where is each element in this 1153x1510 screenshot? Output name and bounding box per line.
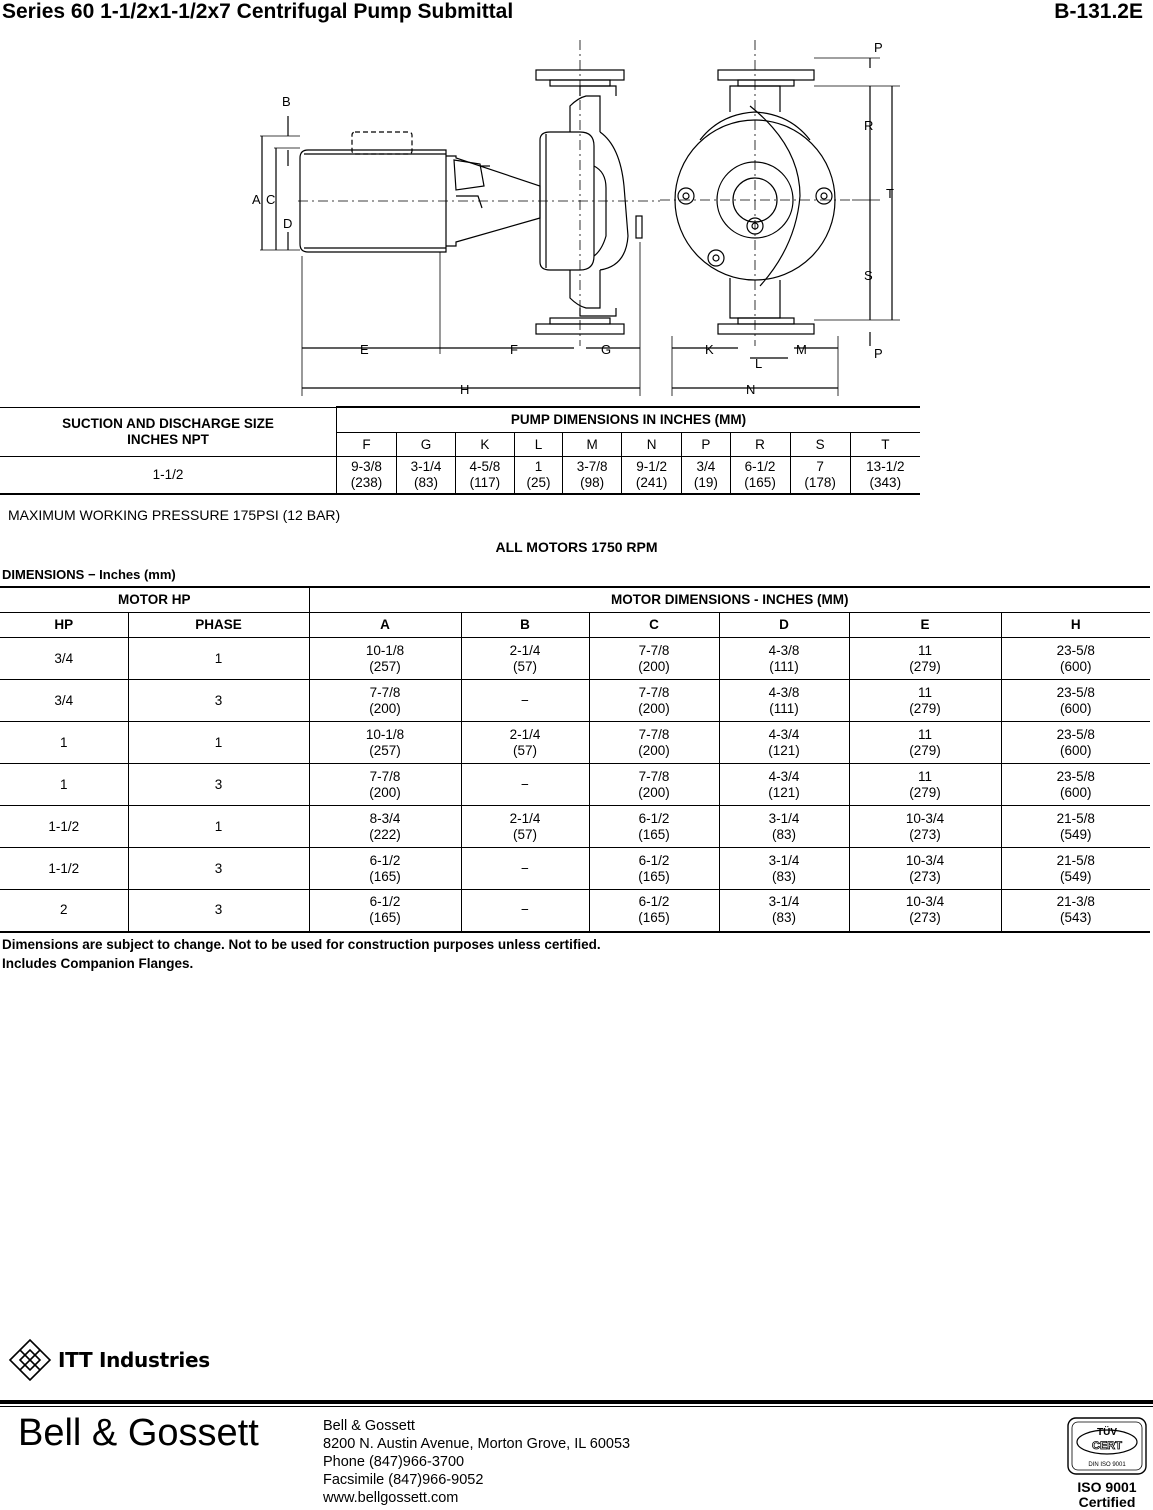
page-title: Series 60 1-1/2x1-1/2x7 Centrifugal Pump Submittal: [2, 0, 514, 23]
pump-dimension-drawing: [240, 36, 920, 402]
dimension-cell: 7-7/8 (200): [309, 680, 461, 722]
company-address: [323, 1417, 630, 1507]
itt-logo-icon: [6, 1338, 54, 1382]
disclaimer-note: Dimensions are subject to change. Not to be used for construction purposes unless certified.: [2, 937, 601, 952]
dimension-cell: 4-3/4 (121): [719, 764, 849, 806]
dimension-cell: −: [461, 764, 589, 806]
phase-cell: 3: [128, 680, 309, 722]
table-row: [0, 680, 1150, 722]
dimension-cell: 6-1/2 (165): [589, 890, 719, 932]
label-A: A: [252, 192, 261, 207]
dimension-cell: −: [461, 848, 589, 890]
col-C: C: [589, 613, 719, 638]
label-F: F: [510, 342, 518, 357]
label-H: H: [460, 382, 470, 397]
dimensions-label: DIMENSIONS − Inches (mm): [2, 567, 176, 582]
table-row: [0, 457, 920, 495]
size-header: [0, 407, 337, 457]
phase-cell: 3: [128, 890, 309, 932]
col-E: E: [849, 613, 1001, 638]
dimension-cell: 7-7/8 (200): [589, 638, 719, 680]
address-fax: Facsimile (847)966-9052: [323, 1472, 484, 1488]
dimension-cell: 11 (279): [849, 638, 1001, 680]
dimension-cell: −: [461, 680, 589, 722]
footer-divider: [0, 1400, 1153, 1404]
pump-dimensions-table: [0, 406, 920, 495]
dimension-cell: 4-3/8 (111): [719, 638, 849, 680]
address-website: www.bellgossett.com: [323, 1490, 459, 1506]
dimension-cell: 6-1/2 (165): [309, 890, 461, 932]
dimension-cell: 7-7/8 (200): [589, 722, 719, 764]
col-R: R: [730, 433, 790, 457]
cert-din-text: DIN ISO 9001: [1088, 1462, 1126, 1468]
value-K: 4-5/8 (117): [455, 457, 514, 495]
dimension-cell: 3-1/4 (83): [719, 806, 849, 848]
motor-dims-group-header: MOTOR DIMENSIONS - INCHES (MM): [309, 587, 1150, 613]
hp-cell: 3/4: [54, 692, 74, 708]
value-T: 13-1/2 (343): [850, 457, 920, 495]
label-T: T: [886, 186, 894, 201]
label-G: G: [601, 342, 612, 357]
dimension-cell: 6-1/2 (165): [309, 848, 461, 890]
dimension-cell: 2-1/4 (57): [461, 722, 589, 764]
label-N: N: [746, 382, 756, 397]
hp-cell: 3/4: [54, 650, 74, 666]
col-PHASE: PHASE: [128, 613, 309, 638]
hp-cell: 1-1/2: [48, 860, 80, 876]
label-P-top: P: [874, 40, 883, 55]
pump-dims-header: PUMP DIMENSIONS IN INCHES (MM): [337, 407, 921, 433]
phase-cell: 1: [128, 806, 309, 848]
table-row: [0, 890, 1150, 932]
size-header-line2: INCHES NPT: [127, 431, 209, 447]
cert-certified-text: Certified: [1078, 1494, 1136, 1508]
value-L: 1 (25): [514, 457, 562, 495]
dimension-cell: 6-1/2 (165): [589, 848, 719, 890]
cert-iso-text: ISO 9001: [1077, 1479, 1137, 1495]
col-T: T: [850, 433, 920, 457]
col-L: L: [514, 433, 562, 457]
label-K: K: [705, 342, 714, 357]
dimension-cell: 2-1/4 (57): [461, 638, 589, 680]
table-row: [0, 806, 1150, 848]
phase-cell: 1: [128, 722, 309, 764]
motor-rows: [0, 638, 1150, 932]
value-M: 3-7/8 (98): [563, 457, 622, 495]
tuv-cert-icon: [1062, 1416, 1152, 1508]
label-E: E: [360, 342, 369, 357]
col-H: H: [1001, 613, 1150, 638]
address-phone: Phone (847)966-3700: [323, 1454, 465, 1470]
label-S: S: [864, 268, 873, 283]
label-L: L: [755, 356, 763, 371]
hp-cell: 1: [59, 776, 68, 792]
label-M: M: [796, 342, 807, 357]
col-P: P: [682, 433, 730, 457]
dimension-cell: 7-7/8 (200): [589, 764, 719, 806]
value-P: 3/4 (19): [682, 457, 730, 495]
hp-cell: 1: [59, 734, 68, 750]
dimension-cell: 11 (279): [849, 722, 1001, 764]
table-row: [0, 722, 1150, 764]
col-D: D: [719, 613, 849, 638]
footer-divider-thin: [0, 1406, 1153, 1407]
dimension-cell: 10-1/8 (257): [309, 722, 461, 764]
flanges-note: Includes Companion Flanges.: [2, 956, 194, 971]
motors-title: ALL MOTORS 1750 RPM: [495, 539, 658, 555]
table-row: [0, 764, 1150, 806]
document-number: B-131.2E: [1054, 0, 1143, 23]
cert-tuv-text: TÜV: [1097, 1427, 1117, 1438]
dimension-cell: 11 (279): [849, 764, 1001, 806]
dimension-cell: 10-3/4 (273): [849, 890, 1001, 932]
dimension-cell: 7-7/8 (200): [309, 764, 461, 806]
motor-hp-group-header: MOTOR HP: [0, 587, 309, 613]
col-A: A: [309, 613, 461, 638]
size-header-line1: SUCTION AND DISCHARGE SIZE: [62, 415, 274, 431]
dimension-cell: 4-3/4 (121): [719, 722, 849, 764]
col-B: B: [461, 613, 589, 638]
value-G: 3-1/4 (83): [397, 457, 456, 495]
dimension-cell: 7-7/8 (200): [589, 680, 719, 722]
value-R: 6-1/2 (165): [730, 457, 790, 495]
dimension-cell: 21-5/8 (549): [1001, 806, 1150, 848]
dimension-cell: 3-1/4 (83): [719, 890, 849, 932]
dimension-cell: 23-5/8 (600): [1001, 680, 1150, 722]
dimension-cell: −: [461, 890, 589, 932]
col-G: G: [397, 433, 456, 457]
col-N: N: [622, 433, 682, 457]
brand-name: Bell & Gossett: [18, 1412, 259, 1454]
col-K: K: [455, 433, 514, 457]
dimension-cell: 21-3/8 (543): [1001, 890, 1150, 932]
table-row: [0, 638, 1150, 680]
label-P-bottom: P: [874, 346, 883, 361]
phase-cell: 3: [128, 848, 309, 890]
dimension-cell: 10-3/4 (273): [849, 848, 1001, 890]
label-C: C: [266, 192, 276, 207]
dimension-cell: 10-1/8 (257): [309, 638, 461, 680]
col-F: F: [337, 433, 397, 457]
size-value: 1-1/2: [152, 467, 184, 482]
col-M: M: [563, 433, 622, 457]
phase-cell: 1: [128, 638, 309, 680]
dimension-cell: 11 (279): [849, 680, 1001, 722]
capacitor-outline: [352, 132, 412, 154]
dimension-cell: 10-3/4 (273): [849, 806, 1001, 848]
value-S: 7 (178): [790, 457, 850, 495]
cert-sub-text: CERT: [1092, 1440, 1122, 1452]
dimension-cell: 4-3/8 (111): [719, 680, 849, 722]
motor-dimensions-table: [0, 586, 1150, 933]
dimension-cell: 23-5/8 (600): [1001, 764, 1150, 806]
label-R: R: [864, 118, 874, 133]
col-S: S: [790, 433, 850, 457]
table-row: [0, 848, 1150, 890]
col-HP: HP: [54, 617, 74, 632]
label-D: D: [283, 216, 293, 231]
phase-cell: 3: [128, 764, 309, 806]
hp-cell: 1-1/2: [48, 818, 80, 834]
value-N: 9-1/2 (241): [622, 457, 682, 495]
dimension-cell: 21-5/8 (549): [1001, 848, 1150, 890]
dimension-cell: 2-1/4 (57): [461, 806, 589, 848]
dimension-cell: 8-3/4 (222): [309, 806, 461, 848]
hp-cell: 2: [59, 902, 68, 918]
value-F: 9-3/8 (238): [337, 457, 397, 495]
dimension-labels: [252, 40, 894, 397]
pressure-note: MAXIMUM WORKING PRESSURE 175PSI (12 BAR): [8, 507, 341, 523]
dimension-cell: 3-1/4 (83): [719, 848, 849, 890]
dimension-cell: 6-1/2 (165): [589, 806, 719, 848]
dimension-cell: 23-5/8 (600): [1001, 638, 1150, 680]
itt-industries-name: ITT Industries: [58, 1348, 210, 1372]
address-company: Bell & Gossett: [323, 1418, 415, 1434]
address-street: 8200 N. Austin Avenue, Morton Grove, IL 60053: [323, 1436, 631, 1452]
dimension-cell: 23-5/8 (600): [1001, 722, 1150, 764]
label-B: B: [282, 94, 291, 109]
